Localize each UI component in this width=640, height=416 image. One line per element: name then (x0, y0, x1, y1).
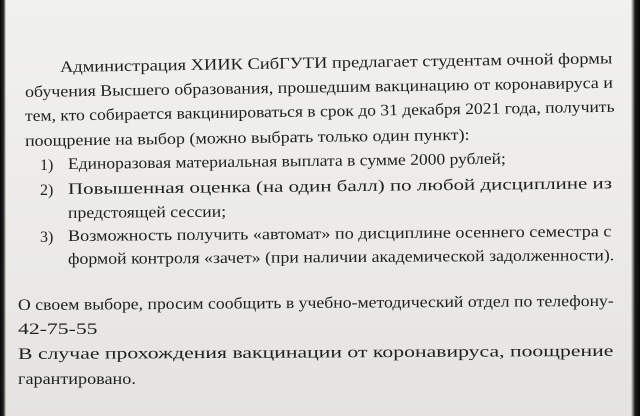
intro-line-3: тем, кто собирается вакцинироваться в срок до 31 декабря 2021 года, получить (24, 98, 615, 125)
option-1-line-1: Единоразовая материальная выплата в сумме 2000 рублей; (67, 150, 506, 173)
option-3-number: 3) (40, 229, 54, 246)
photo-dark-edge-right (631, 0, 640, 416)
intro-line-4: поощрение на выбор (можно выбрать только один пункт): (24, 126, 470, 150)
intro-line-2: обучения Высшего образования, прошедшим вакцинацию от коронавируса и (24, 74, 614, 101)
option-3-line-1: Возможность получить «автомат» по дисциплине осеннего семестра с (67, 223, 612, 245)
guarantee-line-2: гарантировано. (18, 371, 136, 388)
intro-line-1: Администрация ХИИК СибГУТИ предлагает студентам очной формы (59, 50, 613, 76)
option-1-number: 1) (40, 157, 54, 174)
option-2-number: 2) (40, 182, 54, 199)
guarantee-line-1: В случае прохождения вакцинации от коронавируса, поощрение (17, 342, 614, 363)
phone-number: 42-75-55 (18, 321, 98, 338)
option-3-line-2: формой контроля «зачет» (при наличии академической задолженности). (67, 247, 615, 268)
photo-dark-edge-left (0, 0, 6, 416)
option-2-line-2: предстоящей сессии; (67, 203, 227, 222)
option-2-line-1: Повышенная оценка (на один балл) по любой дисциплине из (67, 175, 613, 198)
contact-line-1: О своем выборе, просим сообщить в учебно-методический отдел по телефону- (17, 292, 614, 314)
